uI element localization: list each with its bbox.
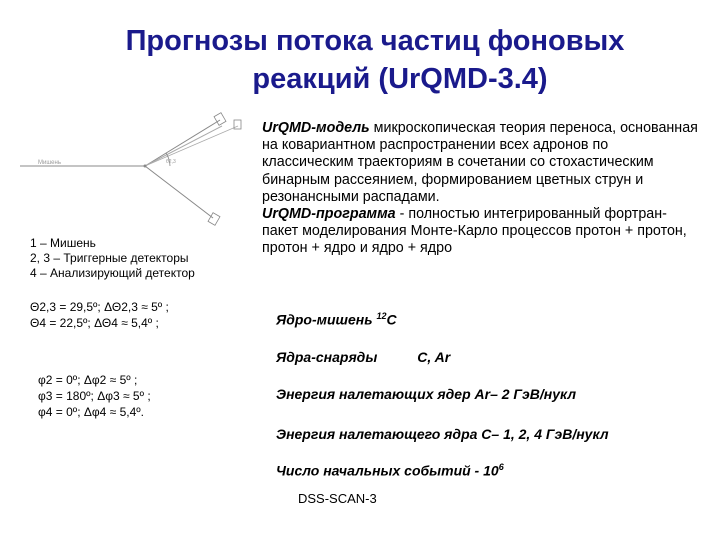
model-text: микроскопическая теория переноса, основанная на ковариантном распространении всех адронов по классическим траекториям в сочетании со стохастическим бинарным рассеянием, формированием цветных струн и резонансными распадами. <box>262 120 698 205</box>
title-line-2: реакций (UrQMD-3.4) <box>252 63 548 95</box>
trajectory-up <box>145 120 220 166</box>
angle-label: θ2,3 <box>166 159 176 165</box>
projectile-nuclei <box>276 349 450 365</box>
phi-line-1: φ2 = 0º; Δφ2 ≈ 5º ; <box>38 373 138 387</box>
target-nucleus <box>276 311 397 328</box>
detector-2 <box>214 113 226 126</box>
trajectory-far <box>145 126 238 166</box>
theta-line-1: Θ2,3 = 29,5º; ΔΘ2,3 ≈ 5º ; <box>30 300 169 314</box>
projectiles-value: C, Ar <box>417 349 451 365</box>
program-term: UrQMD-программа <box>262 206 396 223</box>
detector-3 <box>208 213 220 226</box>
trajectory-up-2 <box>145 126 222 166</box>
program-text: - полностью интегрированный фортран-пакет моделирования Монте-Карло процессов протон + протон, протон + ядро и ядро + ядро <box>262 206 687 257</box>
phi-formulas <box>38 372 151 420</box>
energy-c: Энергия налетающего ядра C– 1, 2, 4 ГэВ/нукл <box>276 426 609 442</box>
detector-geometry-diagram <box>20 108 260 238</box>
target-symbol: C <box>386 311 397 328</box>
theta-formulas <box>30 299 169 331</box>
projectiles-label: Ядра-снаряды <box>276 349 378 365</box>
title-line-1: Прогнозы потока частиц фоновых <box>125 25 625 57</box>
target-label: Мишень <box>38 160 61 166</box>
target-marker <box>144 165 147 168</box>
legend-item: 2, 3 – Триггерные детекторы <box>30 251 189 265</box>
model-description <box>262 120 702 258</box>
trajectory-down <box>145 166 213 218</box>
legend-item: 1 – Мишень <box>30 236 96 250</box>
slide-code: DSS-SCAN-3 <box>298 491 377 506</box>
page-title <box>0 22 720 98</box>
energy-ar: Энергия налетающих ядер Ar– 2 ГэВ/нукл <box>276 386 577 402</box>
events-exponent: 6 <box>498 462 504 472</box>
phi-line-2: φ3 = 180º; Δφ3 ≈ 5º ; <box>38 389 151 403</box>
phi-line-3: φ4 = 0º; Δφ4 ≈ 5,4º. <box>38 405 144 419</box>
legend <box>30 236 195 281</box>
model-term: UrQMD-модель <box>262 120 370 136</box>
target-nucleus-label: Ядро-мишень <box>276 311 377 328</box>
events-label: Число начальных событий - 10 <box>276 462 499 479</box>
theta-line-2: Θ4 = 22,5º; ΔΘ4 ≈ 5,4º ; <box>30 316 159 330</box>
legend-item: 4 – Анализирующий детектор <box>30 266 195 280</box>
target-mass-number: 12 <box>376 311 387 321</box>
initial-events <box>276 462 504 479</box>
